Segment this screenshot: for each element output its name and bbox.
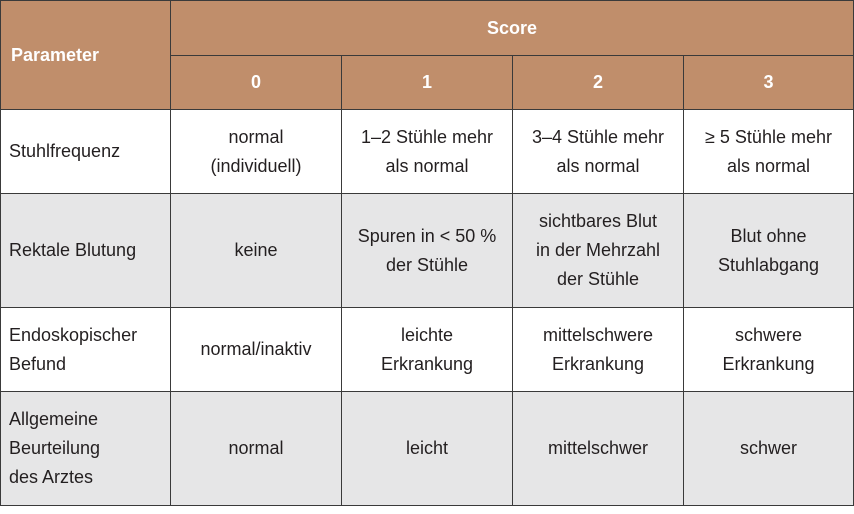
table-row <box>1 392 854 506</box>
row-label: Rektale Blutung <box>1 194 171 308</box>
table-cell: schwer <box>684 392 854 506</box>
table-cell: normal/inaktiv <box>171 308 342 392</box>
table-cell: schwere Erkrankung <box>684 308 854 392</box>
row-label: Stuhlfrequenz <box>1 110 171 194</box>
header-score-2: 2 <box>513 56 684 110</box>
table-cell: Blut ohne Stuhlabgang <box>684 194 854 308</box>
row-label: Endoskopischer Befund <box>1 308 171 392</box>
table-cell: 1–2 Stühle mehr als normal <box>342 110 513 194</box>
table-cell: sichtbares Blut in der Mehrzahl der Stühle <box>513 194 684 308</box>
table-cell: Spuren in < 50 % der Stühle <box>342 194 513 308</box>
table-cell: ≥ 5 Stühle mehr als normal <box>684 110 854 194</box>
table-cell: mittelschwere Erkrankung <box>513 308 684 392</box>
row-label: Allgemeine Beurteilung des Arztes <box>1 392 171 506</box>
table-cell: 3–4 Stühle mehr als normal <box>513 110 684 194</box>
header-score: Score <box>171 1 854 56</box>
table-cell: leichte Erkrankung <box>342 308 513 392</box>
table-row <box>1 194 854 308</box>
header-score-3: 3 <box>684 56 854 110</box>
table-cell: mittelschwer <box>513 392 684 506</box>
table-cell: leicht <box>342 392 513 506</box>
table-cell: normal <box>171 392 342 506</box>
table-cell: normal (individuell) <box>171 110 342 194</box>
table-cell: keine <box>171 194 342 308</box>
header-parameter: Parameter <box>1 1 171 110</box>
header-score-0: 0 <box>171 56 342 110</box>
header-score-1: 1 <box>342 56 513 110</box>
table-row <box>1 110 854 194</box>
table-row <box>1 308 854 392</box>
